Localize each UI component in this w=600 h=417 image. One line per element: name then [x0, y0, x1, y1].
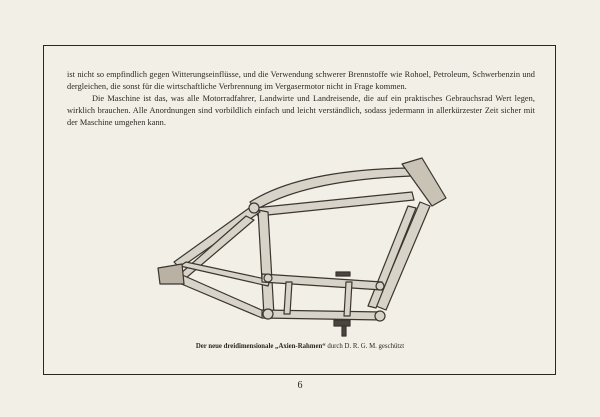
body-text: [67, 69, 535, 129]
joint-bottom-front: [375, 311, 385, 321]
joint-front: [376, 282, 384, 290]
cradle-strut-2: [344, 282, 352, 316]
cradle-strut-1: [284, 282, 292, 314]
footrest-stem: [342, 326, 346, 336]
caption-note: durch D. R. G. M. geschützt: [325, 343, 405, 350]
cradle-upper: [262, 274, 382, 290]
motorcycle-frame-illustration: [150, 150, 450, 340]
cradle-lower: [262, 310, 382, 320]
footrest-bottom: [334, 320, 350, 326]
footrest-top: [336, 272, 350, 276]
page-number: 6: [297, 380, 303, 391]
caption-title: Der neue dreidimensionale „Axien-Rahmen“: [195, 343, 326, 350]
joint-bottom-rear: [263, 309, 273, 319]
joint-seat: [249, 203, 259, 213]
joint-mid: [264, 274, 272, 282]
paragraph-2: Die Maschine ist das, was alle Motorradfahrer, Landwirte und Landreisende, die auf ein praktisches Gebrauchsrad Wert legen, wirklich brauchen. Alle Anordnungen sind vorbildlich einfach und leicht verständlich, sodass jedermann in allerkürzester Zeit sicher mit der Maschine umgehen kann.: [67, 93, 535, 127]
paragraph-1: ist nicht so empfindlich gegen Witterungseinflüsse, und die Verwendung schwerer Brennstoffe wie Rohoel, Petroleum, Schwerbenzin und dergleichen, die sonst für die wirtschaftliche Verbrennung im Vergasermotor nicht in Frage kommen.: [67, 70, 535, 91]
seat-stay-upper: [174, 206, 260, 268]
rear-dropout: [158, 264, 184, 284]
figure-caption: [0, 343, 600, 350]
seat-tube: [258, 210, 274, 316]
